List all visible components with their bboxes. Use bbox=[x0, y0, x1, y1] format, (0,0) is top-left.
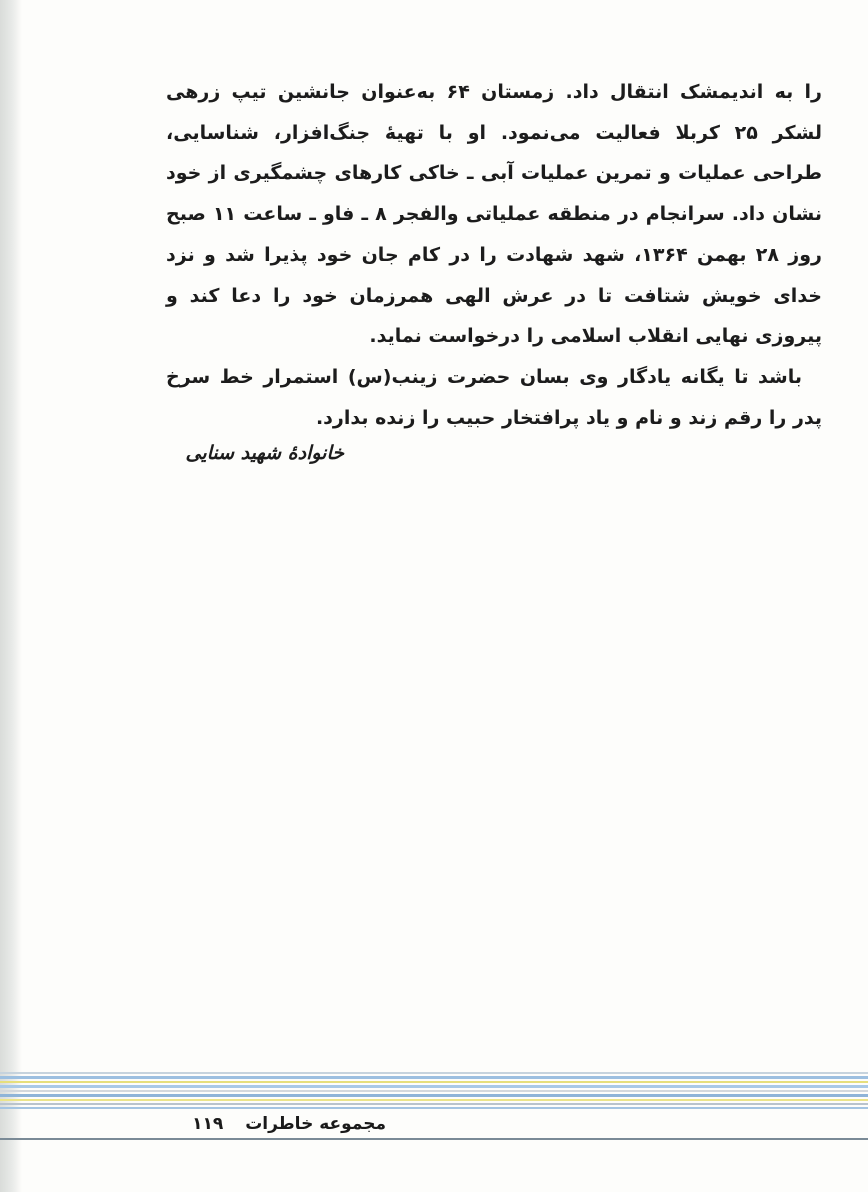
signature: خانوادهٔ شهید سنایی bbox=[185, 442, 344, 464]
memoir-text bbox=[166, 72, 822, 438]
footer-rule bbox=[0, 1138, 868, 1140]
page-number: ۱۱۹ bbox=[192, 1114, 224, 1134]
paragraph-2: باشد تا یگانه یادگار وی بسان حضرت زینب(س) استمرار خط سرخ پدر را رقم زند و نام و یاد پرافتخار حبیب را زنده بدارد. bbox=[166, 365, 822, 429]
paragraph-1: را به اندیمشک انتقال داد. زمستان ۶۴ به‌عنوان جانشین تیپ زرهی لشکر ۲۵ کربلا فعالیت می‌نمود. او با تهیهٔ جنگ‌افزار، شناسایی، طراحی عملیات و تمرین عملیات آبی ـ خاکی کارهای چشمگیری از خود نشان داد. سرانجام در منطقه عملیاتی والفجر ۸ ـ فاو ـ ساعت ۱۱ صبح روز ۲۸ بهمن ۱۳۶۴، شهد شهادت را در کام جان خود پذیرا شد و نزد خدای خویش شتافت تا در عرش الهی همرزمان خود را دعا کند و پیروزی نهایی انقلاب اسلامی را درخواست نماید. bbox=[166, 81, 823, 348]
page-footer bbox=[192, 1114, 386, 1134]
book-title: مجموعه خاطرات bbox=[245, 1114, 386, 1134]
decorative-stripes bbox=[0, 1058, 868, 1120]
page-binding-shadow bbox=[0, 0, 22, 1192]
